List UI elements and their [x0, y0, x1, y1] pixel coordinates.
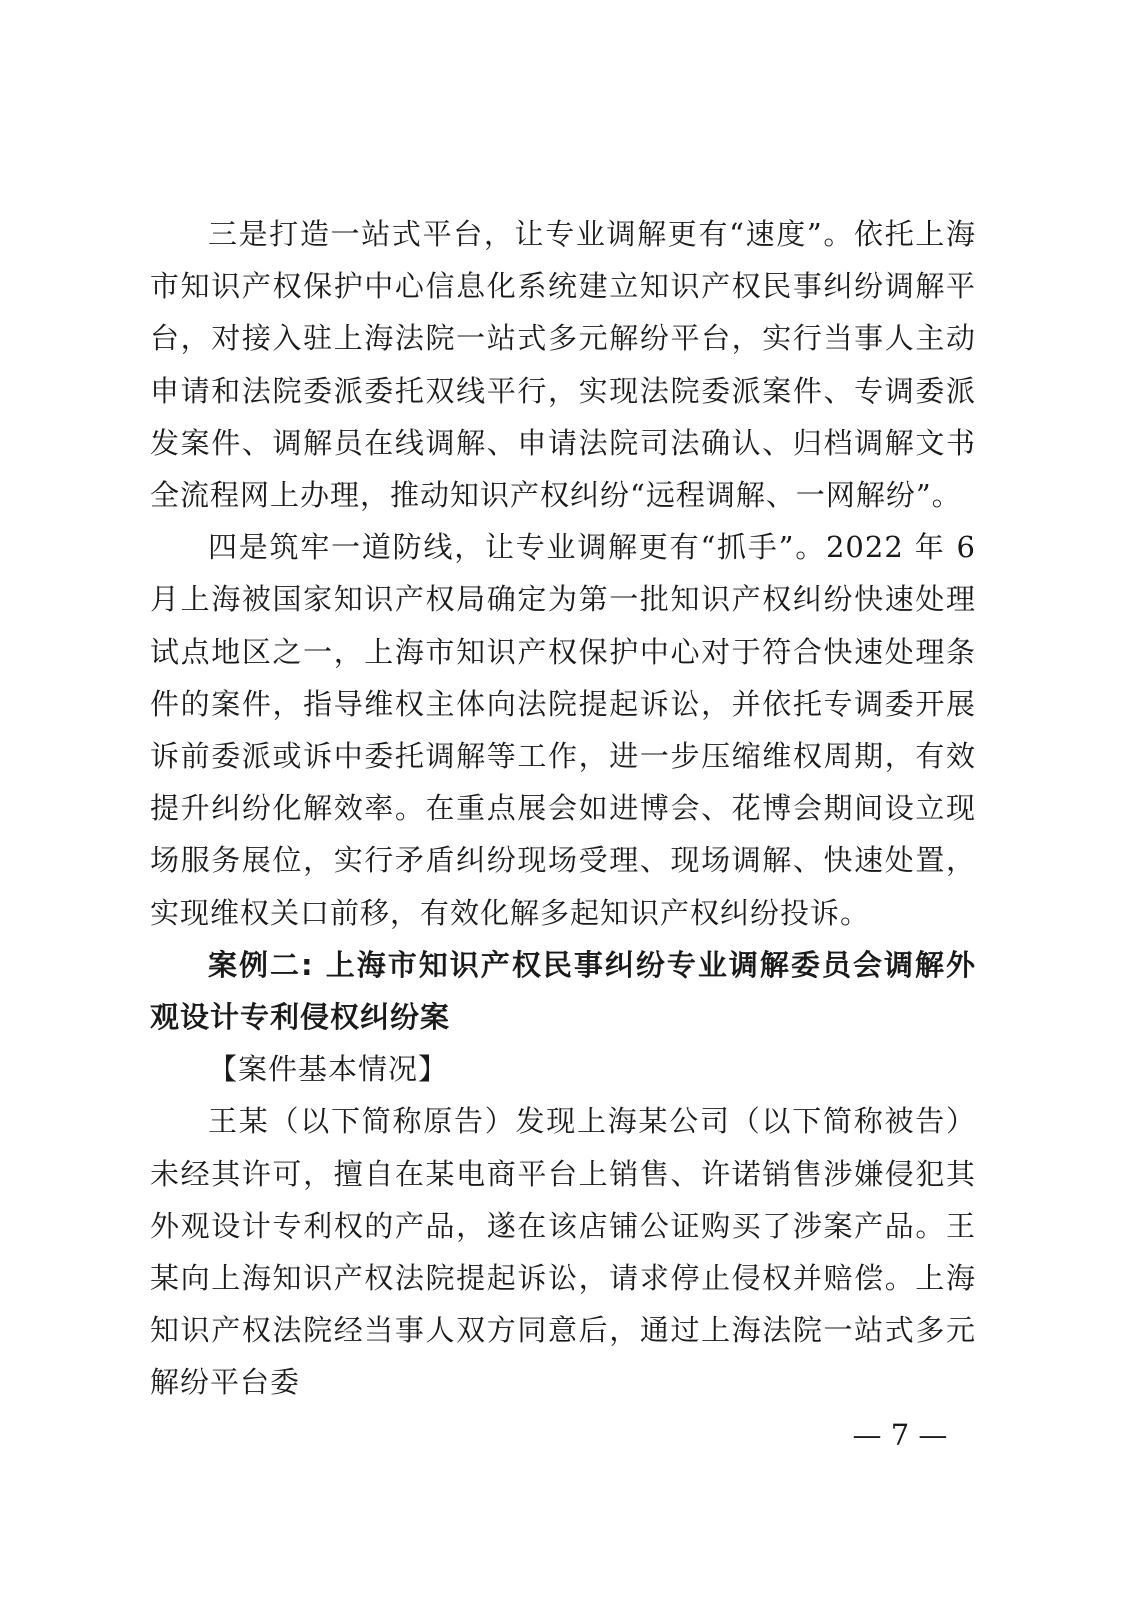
case-heading: 案例二: 上海市知识产权民事纠纷专业调解委员会调解外观设计专利侵权纠纷案	[150, 947, 976, 1035]
page-number: — 7 —	[852, 1418, 948, 1452]
paragraph-platform: 三是打造一站式平台，让专业调解更有“速度”。依托上海市知识产权保护中心信息化系统建立知识产权民事纠纷调解平台，对接入驻上海法院一站式多元解纷平台，实行当事人主动申请和法院委派委托双线平行，实现法院委派案件、专调委派发案件、调解员在线调解、申请法院司法确认、归档调解文书全流程网上办理，推动知识产权纠纷“远程调解、一网解纷”。	[150, 217, 976, 513]
paragraph-case-facts: 王某（以下简称原告）发现上海某公司（以下简称被告）未经其许可，擅自在某电商平台上销售、许诺销售涉嫌侵犯其外观设计专利权的产品，遂在该店铺公证购买了涉案产品。王某向上海知识产权法院提起诉讼，请求停止侵权并赔偿。上海知识产权法院经当事人双方同意后，通过上海法院一站式多元解纷平台委	[150, 1104, 976, 1400]
paragraph-defense-line: 四是筑牢一道防线，让专业调解更有“抓手”。2022 年 6 月上海被国家知识产权局确定为第一批知识产权纠纷快速处理试点地区之一，上海市知识产权保护中心对于符合快速处理条件的案件，指导维权主体向法院提起诉讼，并依托专调委开展诉前委派或诉中委托调解等工作，进一步压缩维权周期，有效提升纠纷化解效率。在重点展会如进博会、花博会期间设立现场服务展位，实行矛盾纠纷现场受理、现场调解、快速处置，实现维权关口前移，有效化解多起知识产权纠纷投诉。	[150, 530, 976, 930]
document-body	[150, 208, 976, 1409]
case-subheading: 【案件基本情况】	[208, 1052, 449, 1087]
